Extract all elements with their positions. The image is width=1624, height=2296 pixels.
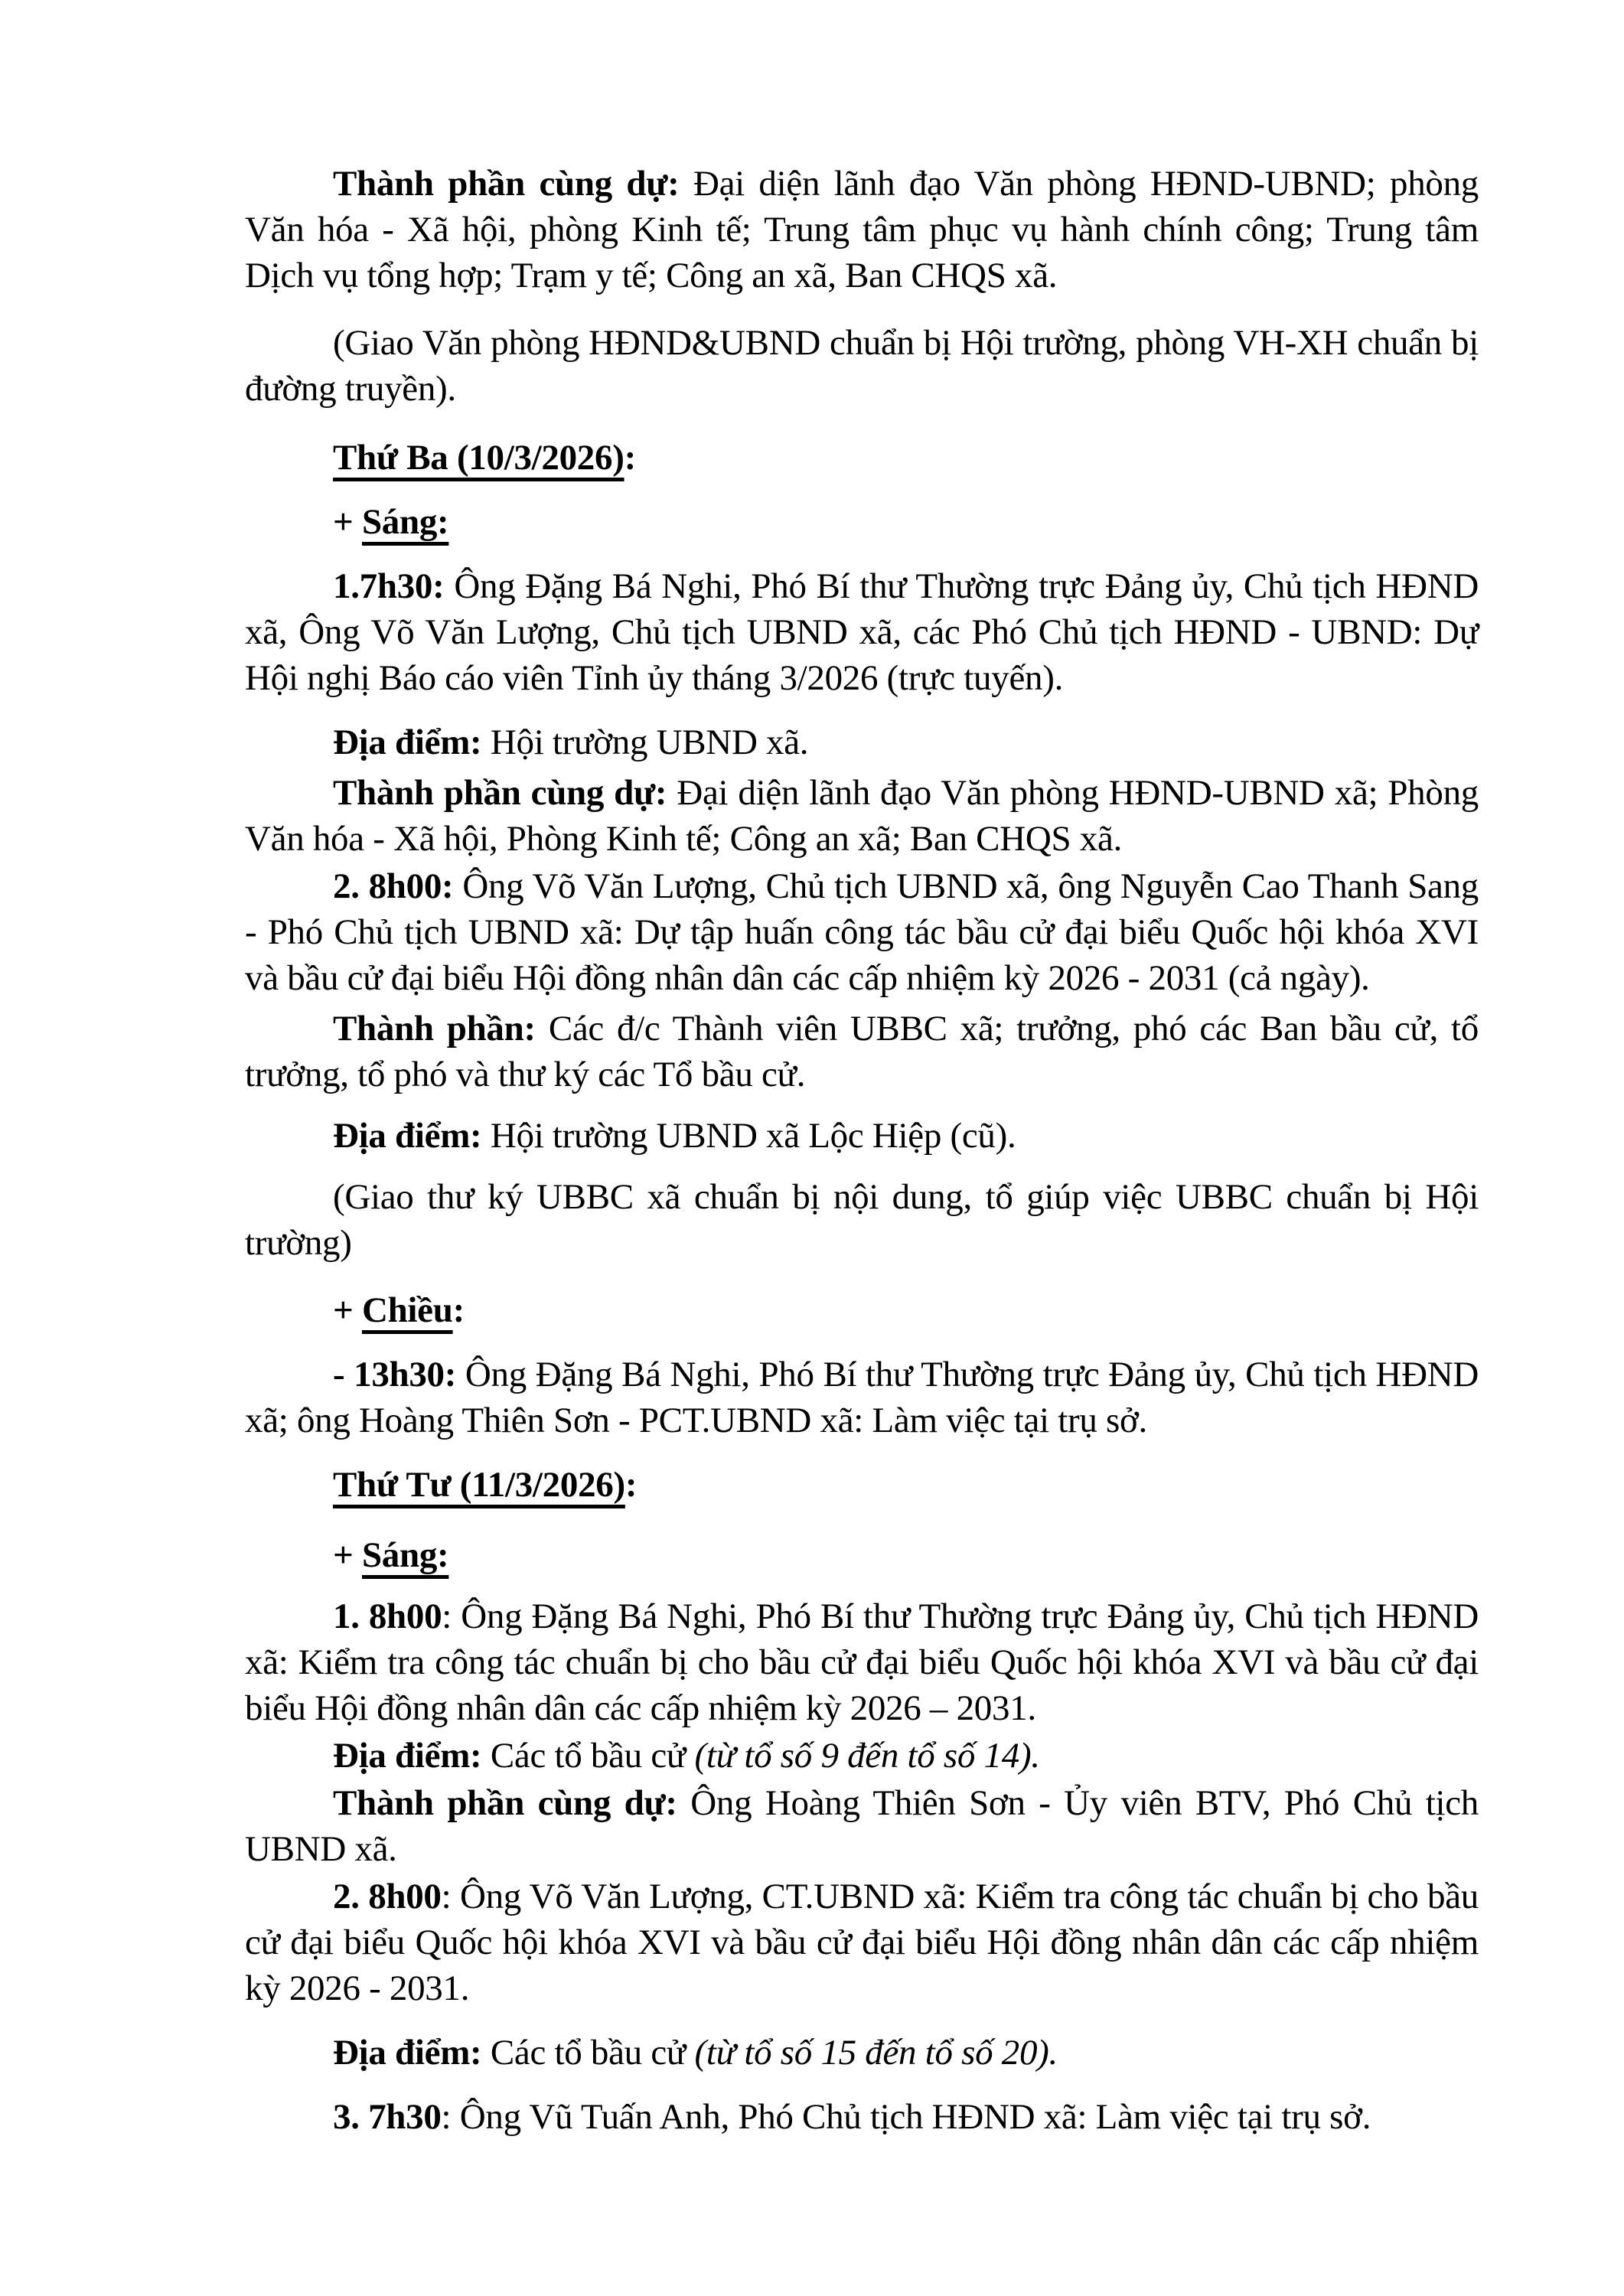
run-colon: : xyxy=(452,1290,465,1330)
run-italic-note: (từ tổ số 15 đến tổ số 20). xyxy=(694,2033,1058,2073)
event-1-paragraph xyxy=(245,563,1479,701)
run-underlined: Chiều xyxy=(361,1290,453,1330)
run-text: Hội trường UBND xã. xyxy=(490,722,809,762)
run-label: 2. 8h00 xyxy=(333,1877,442,1916)
day-heading-tuesday xyxy=(245,435,1479,481)
run-label: Địa điểm: xyxy=(333,1736,491,1776)
location-paragraph xyxy=(245,1113,1479,1159)
attendees-paragraph xyxy=(245,1780,1479,1872)
attendees-paragraph xyxy=(245,161,1479,298)
run-label: Thành phần cùng dự: xyxy=(333,1783,691,1823)
run-text: : Ông Võ Văn Lượng, CT.UBND xã: Kiểm tra công tác chuẩn bị cho bầu cử đại biểu Quốc hội khóa XVI và bầu cử đại biểu Hội đồng nhân dân các cấp nhiệm kỳ 2026 - 2031. xyxy=(245,1877,1479,2008)
session-heading-morning xyxy=(245,1532,1479,1578)
run-label: 1.7h30: xyxy=(333,566,455,606)
location-paragraph xyxy=(245,1733,1479,1779)
run-underlined: Sáng: xyxy=(361,502,449,542)
run-label: Thành phần cùng dự: xyxy=(333,773,677,813)
run-text: (Giao thư ký UBBC xã chuẩn bị nội dung, tổ giúp việc UBBC chuẩn bị Hội trường) xyxy=(245,1177,1479,1263)
run-label: Địa điểm: xyxy=(333,1116,491,1156)
note-paragraph xyxy=(245,1174,1479,1266)
run-underlined: Thứ Ba (10/3/2026) xyxy=(333,438,624,478)
location-paragraph xyxy=(245,719,1479,765)
run-label: Thành phần cùng dự: xyxy=(333,164,693,204)
run-plus: + xyxy=(333,1290,362,1330)
run-label: Thành phần: xyxy=(333,1009,549,1049)
run-text: Các đ/c Thành viên UBBC xã; trưởng, phó các Ban bầu cử, tổ trưởng, tổ phó và thư ký các Tổ bầu cử. xyxy=(245,1009,1479,1094)
event-paragraph xyxy=(245,1352,1479,1443)
note-paragraph xyxy=(245,320,1479,412)
run-label: Địa điểm: xyxy=(333,722,491,762)
run-text: Ông Hoàng Thiên Sơn - Ủy viên BTV, Phó Chủ tịch UBND xã. xyxy=(245,1783,1479,1869)
participants-paragraph xyxy=(245,1006,1479,1097)
run-text: Hội trường UBND xã Lộc Hiệp (cũ). xyxy=(490,1116,1016,1156)
run-text: Đại diện lãnh đạo Văn phòng HĐND-UBND xã; Phòng Văn hóa - Xã hội, Phòng Kinh tế; Công an xã; Ban CHQS xã. xyxy=(245,773,1479,859)
run-text: Ông Võ Văn Lượng, Chủ tịch UBND xã, ông Nguyễn Cao Thanh Sang - Phó Chủ tịch UBND xã: Dự tập huấn công tác bầu cử đại biểu Quốc hội khóa XVI và bầu cử đại biểu Hội đồng nhân dân các cấp nhiệm kỳ 2026 - 2031 (cả ngày). xyxy=(245,866,1479,998)
run-colon: : xyxy=(624,438,636,478)
event-3-paragraph xyxy=(245,2094,1479,2140)
session-heading-afternoon xyxy=(245,1287,1479,1333)
run-text: Các tổ bầu cử xyxy=(490,1736,695,1776)
run-label: - 13h30: xyxy=(333,1355,465,1394)
run-label: 1. 8h00 xyxy=(333,1596,442,1636)
run-text: Đại diện lãnh đạo Văn phòng HĐND-UBND; phòng Văn hóa - Xã hội, phòng Kinh tế; Trung tâm phục vụ hành chính công; Trung tâm Dịch vụ tổng hợp; Trạm y tế; Công an xã, Ban CHQS xã. xyxy=(245,164,1479,295)
run-text: Ông Đặng Bá Nghi, Phó Bí thư Thường trực Đảng ủy, Chủ tịch HĐND xã; ông Hoàng Thiên Sơn - PCT.UBND xã: Làm việc tại trụ sở. xyxy=(245,1355,1479,1440)
run-underlined: Thứ Tư (11/3/2026) xyxy=(333,1465,625,1505)
run-label: 2. 8h00: xyxy=(333,866,463,906)
run-text: Các tổ bầu cử xyxy=(490,2033,695,2073)
run-text: : Ông Đặng Bá Nghi, Phó Bí thư Thường trực Đảng ủy, Chủ tịch HĐND xã: Kiểm tra công tác chuẩn bị cho bầu cử đại biểu Quốc hội khóa XVI và bầu cử đại biểu Hội đồng nhân dân các cấp nhiệm kỳ 2026 – 2031. xyxy=(245,1596,1479,1728)
event-2-paragraph xyxy=(245,863,1479,1001)
event-1-paragraph xyxy=(245,1593,1479,1731)
run-text: Ông Đặng Bá Nghi, Phó Bí thư Thường trực Đảng ủy, Chủ tịch HĐND xã, Ông Võ Văn Lượng, Chủ tịch UBND xã, các Phó Chủ tịch HĐND - UBND: Dự Hội nghị Báo cáo viên Tỉnh ủy tháng 3/2026 (trực tuyến). xyxy=(245,566,1479,698)
run-text: (Giao Văn phòng HĐND&UBND chuẩn bị Hội trường, phòng VH-XH chuẩn bị đường truyền). xyxy=(245,323,1479,409)
run-plus: + xyxy=(333,502,362,542)
run-plus: + xyxy=(333,1535,362,1575)
run-text: : Ông Vũ Tuấn Anh, Phó Chủ tịch HĐND xã: Làm việc tại trụ sở. xyxy=(441,2097,1371,2137)
session-heading-morning xyxy=(245,499,1479,545)
run-italic-note: (từ tổ số 9 đến tổ số 14). xyxy=(694,1736,1040,1776)
attendees-paragraph xyxy=(245,770,1479,862)
run-underlined: Sáng: xyxy=(361,1535,449,1575)
location-paragraph xyxy=(245,2030,1479,2076)
day-heading-wednesday xyxy=(245,1462,1479,1508)
run-colon: : xyxy=(624,1465,638,1505)
event-2-paragraph xyxy=(245,1874,1479,2011)
run-label: 3. 7h30 xyxy=(333,2097,442,2137)
run-label: Địa điểm: xyxy=(333,2033,491,2073)
